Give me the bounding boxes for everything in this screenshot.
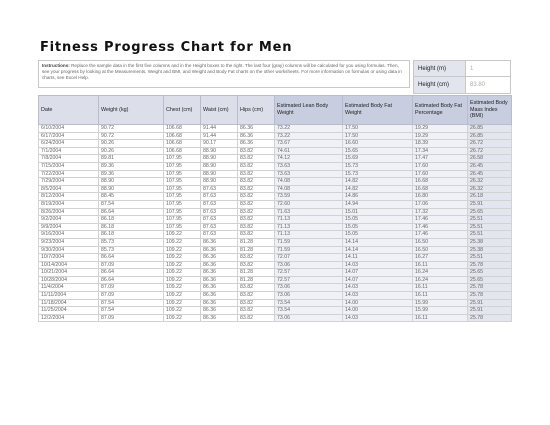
table-cell[interactable]: 83.82 [238, 254, 275, 262]
table-cell[interactable]: 71.13 [275, 216, 343, 224]
table-cell[interactable]: 74.08 [275, 178, 343, 186]
table-cell[interactable]: 25.51 [468, 231, 512, 239]
table-row [39, 140, 512, 148]
table-cell[interactable]: 26.18 [468, 193, 512, 201]
table-cell[interactable]: 15.73 [343, 162, 413, 170]
table-cell[interactable]: 86.36 [201, 292, 238, 300]
table-cell[interactable]: 109.22 [164, 231, 201, 239]
table-cell[interactable]: 7/22/2004 [39, 170, 99, 178]
table-cell[interactable]: 109.22 [164, 246, 201, 254]
table-cell[interactable]: 106.68 [164, 147, 201, 155]
table-cell[interactable]: 74.12 [275, 155, 343, 163]
table-cell[interactable]: 25.78 [468, 284, 512, 292]
table-cell[interactable]: 17.32 [413, 208, 468, 216]
table-cell[interactable]: 89.81 [99, 155, 164, 163]
table-cell[interactable]: 109.22 [164, 292, 201, 300]
table-cell[interactable]: 17.50 [343, 132, 413, 140]
table-cell[interactable]: 107.95 [164, 193, 201, 201]
table-cell[interactable]: 14.14 [343, 246, 413, 254]
table-cell[interactable]: 88.90 [201, 155, 238, 163]
table-cell[interactable]: 109.22 [164, 261, 201, 269]
instructions-label: Instructions: [42, 63, 70, 68]
table-row [39, 216, 512, 224]
table-cell[interactable]: 90.17 [201, 140, 238, 148]
table-cell[interactable]: 87.09 [99, 292, 164, 300]
table-cell[interactable]: 83.82 [238, 299, 275, 307]
table-cell[interactable]: 83.82 [238, 147, 275, 155]
column-header[interactable]: Estimated Body Fat Weight [343, 96, 413, 125]
table-cell[interactable]: 25.65 [468, 276, 512, 284]
table-cell[interactable]: 88.90 [201, 147, 238, 155]
table-cell[interactable]: 107.95 [164, 178, 201, 186]
table-cell[interactable]: 109.22 [164, 314, 201, 322]
table-cell[interactable]: 17.46 [413, 216, 468, 224]
table-cell[interactable]: 25.38 [468, 246, 512, 254]
table-cell[interactable]: 17.47 [413, 155, 468, 163]
table-cell[interactable]: 72.57 [275, 269, 343, 277]
table-cell[interactable]: 107.95 [164, 170, 201, 178]
table-cell[interactable]: 73.06 [275, 314, 343, 322]
table-cell[interactable]: 109.22 [164, 238, 201, 246]
table-cell[interactable]: 87.63 [201, 223, 238, 231]
table-cell[interactable]: 83.82 [238, 216, 275, 224]
instructions-text: Replace the sample data in the first five columns and in the Height boxes to the right. The last four (gray) columns will be calculated for you using formulas. Then, see your progress by looking at the Measurements, Weight and BMI, and Weight and Body Fat charts on the other worksheets. For more information on formulas or using data in charts, see Excel Help. [42, 63, 402, 81]
table-cell[interactable]: 73.63 [275, 162, 343, 170]
table-cell[interactable]: 87.54 [99, 200, 164, 208]
table-cell[interactable]: 83.82 [238, 314, 275, 322]
table-cell[interactable]: 91.44 [201, 125, 238, 133]
table-cell[interactable]: 86.64 [99, 254, 164, 262]
table-cell[interactable]: 10/21/2004 [39, 269, 99, 277]
table-body [39, 125, 512, 322]
table-cell[interactable]: 17.34 [413, 147, 468, 155]
table-cell[interactable]: 87.09 [99, 314, 164, 322]
column-header[interactable]: Estimated Lean Body Weight [275, 96, 343, 125]
table-cell[interactable]: 83.82 [238, 292, 275, 300]
table-cell[interactable]: 88.90 [201, 170, 238, 178]
table-cell[interactable]: 8/5/2004 [39, 185, 99, 193]
height-inputs [413, 60, 511, 94]
table-row [39, 170, 512, 178]
table-cell[interactable]: 25.65 [468, 269, 512, 277]
table-cell[interactable]: 25.78 [468, 261, 512, 269]
height-m-label: Height (m) [414, 61, 466, 76]
table-cell[interactable]: 86.36 [201, 276, 238, 284]
table-cell[interactable]: 9/30/2004 [39, 246, 99, 254]
table-cell[interactable]: 109.22 [164, 307, 201, 315]
table-cell[interactable]: 86.18 [99, 223, 164, 231]
table-cell[interactable]: 71.63 [275, 208, 343, 216]
table-cell[interactable]: 83.82 [238, 284, 275, 292]
table-cell[interactable]: 87.09 [99, 284, 164, 292]
table-cell[interactable]: 14.00 [343, 307, 413, 315]
table-cell[interactable]: 74.08 [275, 185, 343, 193]
table-cell[interactable]: 16.60 [343, 140, 413, 148]
table-row [39, 292, 512, 300]
table-cell[interactable]: 16.24 [413, 269, 468, 277]
table-cell[interactable]: 88.90 [99, 178, 164, 186]
table-cell[interactable]: 107.95 [164, 185, 201, 193]
table-cell[interactable]: 87.63 [201, 216, 238, 224]
table-cell[interactable]: 26.85 [468, 132, 512, 140]
table-cell[interactable]: 71.59 [275, 246, 343, 254]
table-cell[interactable]: 25.51 [468, 254, 512, 262]
table-cell[interactable]: 83.82 [238, 185, 275, 193]
table-cell[interactable]: 72.60 [275, 200, 343, 208]
table-cell[interactable]: 73.06 [275, 261, 343, 269]
table-cell[interactable]: 26.45 [468, 162, 512, 170]
column-header[interactable]: Estimated Body Mass Index (BMI) [468, 96, 512, 125]
table-cell[interactable]: 25.65 [468, 208, 512, 216]
table-cell[interactable]: 15.05 [343, 223, 413, 231]
table-cell[interactable]: 19.29 [413, 132, 468, 140]
table-cell[interactable]: 88.90 [99, 185, 164, 193]
table-cell[interactable]: 81.28 [238, 269, 275, 277]
table-cell[interactable]: 14.03 [343, 314, 413, 322]
table-cell[interactable]: 81.28 [238, 276, 275, 284]
table-cell[interactable]: 107.95 [164, 216, 201, 224]
table-cell[interactable]: 11/25/2004 [39, 307, 99, 315]
table-cell[interactable]: 7/1/2004 [39, 147, 99, 155]
table-cell[interactable]: 26.72 [468, 140, 512, 148]
table-cell[interactable]: 26.85 [468, 125, 512, 133]
table-cell[interactable]: 107.95 [164, 162, 201, 170]
table-cell[interactable]: 83.82 [238, 200, 275, 208]
table-cell[interactable]: 9/16/2004 [39, 231, 99, 239]
table-cell[interactable]: 109.22 [164, 254, 201, 262]
column-header[interactable]: Estimated Body Fat Percentage [413, 96, 468, 125]
table-cell[interactable]: 19.29 [413, 125, 468, 133]
table-cell[interactable]: 26.32 [468, 178, 512, 186]
table-cell[interactable]: 17.60 [413, 162, 468, 170]
table-cell[interactable]: 107.95 [164, 223, 201, 231]
fitness-table [38, 95, 512, 322]
table-cell[interactable]: 86.36 [201, 284, 238, 292]
table-cell[interactable]: 16.50 [413, 246, 468, 254]
table-cell[interactable]: 86.36 [201, 261, 238, 269]
table-cell[interactable]: 86.36 [238, 132, 275, 140]
table-row [39, 254, 512, 262]
table-cell[interactable]: 73.06 [275, 284, 343, 292]
table-row [39, 307, 512, 315]
table-row [39, 125, 512, 133]
table-cell[interactable]: 88.45 [99, 193, 164, 201]
table-cell[interactable]: 72.57 [275, 276, 343, 284]
table-cell[interactable]: 17.60 [413, 170, 468, 178]
table-cell[interactable]: 83.82 [238, 193, 275, 201]
table-cell[interactable]: 109.22 [164, 276, 201, 284]
table-cell[interactable]: 25.78 [468, 292, 512, 300]
table-cell[interactable]: 6/17/2004 [39, 132, 99, 140]
table-row [39, 193, 512, 201]
table-cell[interactable]: 14.03 [343, 284, 413, 292]
table-cell[interactable]: 87.63 [201, 200, 238, 208]
table-cell[interactable]: 71.13 [275, 231, 343, 239]
table-cell[interactable]: 71.13 [275, 223, 343, 231]
table-cell[interactable]: 7/29/2004 [39, 178, 99, 186]
table-cell[interactable]: 9/23/2004 [39, 238, 99, 246]
column-header[interactable]: Waist (cm) [201, 96, 238, 125]
table-cell[interactable]: 86.36 [201, 269, 238, 277]
table-cell[interactable]: 16.80 [413, 193, 468, 201]
table-cell[interactable]: 83.82 [238, 208, 275, 216]
table-cell[interactable]: 109.22 [164, 284, 201, 292]
table-cell[interactable]: 89.36 [99, 162, 164, 170]
table-cell[interactable]: 106.68 [164, 140, 201, 148]
table-cell[interactable]: 25.38 [468, 238, 512, 246]
table-cell[interactable]: 10/28/2004 [39, 276, 99, 284]
table-cell[interactable]: 83.82 [238, 261, 275, 269]
table-cell[interactable]: 109.22 [164, 269, 201, 277]
table-cell[interactable]: 109.22 [164, 299, 201, 307]
table-cell[interactable]: 15.73 [343, 170, 413, 178]
table-cell[interactable]: 26.58 [468, 155, 512, 163]
table-cell[interactable]: 83.82 [238, 223, 275, 231]
table-cell[interactable]: 14.94 [343, 200, 413, 208]
table-cell[interactable]: 87.63 [201, 185, 238, 193]
table-cell[interactable]: 86.36 [201, 254, 238, 262]
table-cell[interactable]: 89.36 [99, 170, 164, 178]
table-cell[interactable]: 14.07 [343, 269, 413, 277]
table-cell[interactable]: 86.36 [201, 307, 238, 315]
table-cell[interactable]: 17.46 [413, 223, 468, 231]
table-header-row [39, 96, 512, 125]
table-cell[interactable]: 14.03 [343, 261, 413, 269]
table-cell[interactable]: 74.61 [275, 147, 343, 155]
table-cell[interactable]: 83.82 [238, 178, 275, 186]
table-cell[interactable]: 86.36 [238, 125, 275, 133]
table-cell[interactable]: 16.68 [413, 185, 468, 193]
table-cell[interactable]: 26.32 [468, 185, 512, 193]
column-header[interactable]: Date [39, 96, 99, 125]
table-row [39, 238, 512, 246]
table-cell[interactable]: 6/10/2004 [39, 125, 99, 133]
table-row [39, 208, 512, 216]
table-cell[interactable]: 86.64 [99, 269, 164, 277]
table-cell[interactable]: 18.39 [413, 140, 468, 148]
table-cell[interactable]: 14.82 [343, 178, 413, 186]
table-cell[interactable]: 16.50 [413, 238, 468, 246]
table-cell[interactable]: 86.36 [201, 246, 238, 254]
table-cell[interactable]: 16.11 [413, 284, 468, 292]
table-cell[interactable]: 83.82 [238, 162, 275, 170]
table-cell[interactable]: 73.54 [275, 299, 343, 307]
table-cell[interactable]: 86.36 [201, 314, 238, 322]
table-row [39, 162, 512, 170]
table-cell[interactable]: 71.59 [275, 238, 343, 246]
table-cell[interactable]: 26.45 [468, 170, 512, 178]
table-cell[interactable]: 106.68 [164, 132, 201, 140]
table-cell[interactable]: 88.90 [201, 178, 238, 186]
table-cell[interactable]: 86.64 [99, 276, 164, 284]
table-cell[interactable]: 87.54 [99, 307, 164, 315]
table-cell[interactable]: 83.82 [238, 231, 275, 239]
table-cell[interactable]: 15.69 [343, 155, 413, 163]
table-cell[interactable]: 15.99 [413, 307, 468, 315]
table-cell[interactable]: 10/7/2004 [39, 254, 99, 262]
table-cell[interactable]: 85.73 [99, 246, 164, 254]
height-cm-input[interactable]: 83.80 [466, 77, 510, 93]
table-row [39, 284, 512, 292]
table-cell[interactable]: 11/4/2004 [39, 284, 99, 292]
table-row [39, 178, 512, 186]
table-cell[interactable]: 73.63 [275, 170, 343, 178]
table-cell[interactable]: 16.11 [413, 314, 468, 322]
table-row [39, 261, 512, 269]
table-cell[interactable]: 87.09 [99, 261, 164, 269]
table-cell[interactable]: 87.63 [201, 208, 238, 216]
table-cell[interactable]: 25.91 [468, 299, 512, 307]
table-cell[interactable]: 17.50 [343, 125, 413, 133]
table-cell[interactable]: 14.03 [343, 292, 413, 300]
table-cell[interactable]: 87.63 [201, 231, 238, 239]
table-cell[interactable]: 15.05 [343, 231, 413, 239]
table-cell[interactable]: 83.82 [238, 155, 275, 163]
table-cell[interactable]: 90.72 [99, 132, 164, 140]
table-cell[interactable]: 9/2/2004 [39, 216, 99, 224]
table-cell[interactable]: 17.06 [413, 200, 468, 208]
column-header[interactable]: Chest (cm) [164, 96, 201, 125]
table-cell[interactable]: 16.11 [413, 292, 468, 300]
table-row [39, 223, 512, 231]
table-cell[interactable]: 73.67 [275, 140, 343, 148]
table-cell[interactable]: 10/14/2004 [39, 261, 99, 269]
table-cell[interactable]: 14.86 [343, 193, 413, 201]
table-row [39, 185, 512, 193]
table-cell[interactable]: 90.26 [99, 140, 164, 148]
table-cell[interactable]: 8/19/2004 [39, 200, 99, 208]
table-cell[interactable]: 15.99 [413, 299, 468, 307]
table-cell[interactable]: 91.44 [201, 132, 238, 140]
table-cell[interactable]: 87.54 [99, 299, 164, 307]
table-cell[interactable]: 73.22 [275, 132, 343, 140]
table-row [39, 269, 512, 277]
table-cell[interactable]: 25.91 [468, 200, 512, 208]
table-cell[interactable]: 14.07 [343, 276, 413, 284]
column-header[interactable]: Hips (cm) [238, 96, 275, 125]
table-cell[interactable]: 83.82 [238, 307, 275, 315]
table-cell[interactable]: 25.91 [468, 307, 512, 315]
table-cell[interactable]: 14.00 [343, 299, 413, 307]
table-row [39, 231, 512, 239]
table-cell[interactable]: 25.51 [468, 216, 512, 224]
table-cell[interactable]: 83.82 [238, 170, 275, 178]
table-cell[interactable]: 14.11 [343, 254, 413, 262]
table-cell[interactable]: 86.36 [201, 299, 238, 307]
table-cell[interactable]: 11/11/2004 [39, 292, 99, 300]
table-row [39, 200, 512, 208]
table-cell[interactable]: 86.36 [201, 238, 238, 246]
table-cell[interactable]: 6/24/2004 [39, 140, 99, 148]
table-cell[interactable]: 12/2/2004 [39, 314, 99, 322]
table-cell[interactable]: 16.68 [413, 178, 468, 186]
table-row [39, 147, 512, 155]
table-cell[interactable]: 73.06 [275, 292, 343, 300]
table-cell[interactable]: 15.01 [343, 208, 413, 216]
table-cell[interactable]: 85.73 [99, 238, 164, 246]
height-m-input[interactable]: 1 [466, 61, 510, 76]
table-cell[interactable]: 107.95 [164, 200, 201, 208]
table-cell[interactable]: 15.05 [343, 216, 413, 224]
table-cell[interactable]: 90.72 [99, 125, 164, 133]
table-cell[interactable]: 14.82 [343, 185, 413, 193]
table-cell[interactable]: 86.18 [99, 216, 164, 224]
table-cell[interactable]: 87.63 [201, 193, 238, 201]
height-cm-row [414, 77, 510, 93]
page-title: Fitness Progress Chart for Men [40, 40, 293, 55]
table-cell[interactable]: 9/9/2004 [39, 223, 99, 231]
table-cell[interactable]: 15.65 [343, 147, 413, 155]
table-cell[interactable]: 17.46 [413, 231, 468, 239]
table-cell[interactable]: 11/18/2004 [39, 299, 99, 307]
table-cell[interactable]: 107.95 [164, 208, 201, 216]
table-cell[interactable]: 25.51 [468, 223, 512, 231]
table-cell[interactable]: 86.36 [238, 140, 275, 148]
table-row [39, 276, 512, 284]
table-cell[interactable]: 88.90 [201, 162, 238, 170]
table-cell[interactable]: 73.54 [275, 307, 343, 315]
table-cell[interactable]: 16.24 [413, 276, 468, 284]
table-cell[interactable]: 72.07 [275, 254, 343, 262]
table-cell[interactable]: 73.59 [275, 193, 343, 201]
table-cell[interactable]: 14.14 [343, 238, 413, 246]
column-header[interactable]: Weight (kg) [99, 96, 164, 125]
table-row [39, 299, 512, 307]
table-cell[interactable]: 107.95 [164, 155, 201, 163]
table-cell[interactable]: 86.18 [99, 231, 164, 239]
table-cell[interactable]: 7/15/2004 [39, 162, 99, 170]
instructions-box [38, 60, 410, 88]
table-row [39, 246, 512, 254]
table-cell[interactable]: 90.26 [99, 147, 164, 155]
table-cell[interactable]: 86.64 [99, 208, 164, 216]
table-cell[interactable]: 73.22 [275, 125, 343, 133]
table-cell[interactable]: 16.11 [413, 261, 468, 269]
table-cell[interactable]: 8/12/2004 [39, 193, 99, 201]
table-row [39, 132, 512, 140]
height-m-row [414, 61, 510, 77]
table-cell[interactable]: 81.28 [238, 238, 275, 246]
table-cell[interactable]: 8/26/2004 [39, 208, 99, 216]
table-cell[interactable]: 25.78 [468, 314, 512, 322]
height-cm-label: Height (cm) [414, 77, 466, 93]
table-cell[interactable]: 106.68 [164, 125, 201, 133]
table-row [39, 155, 512, 163]
table-cell[interactable]: 7/8/2004 [39, 155, 99, 163]
table-cell[interactable]: 26.72 [468, 147, 512, 155]
table-row [39, 314, 512, 322]
table-cell[interactable]: 81.28 [238, 246, 275, 254]
table-cell[interactable]: 16.27 [413, 254, 468, 262]
